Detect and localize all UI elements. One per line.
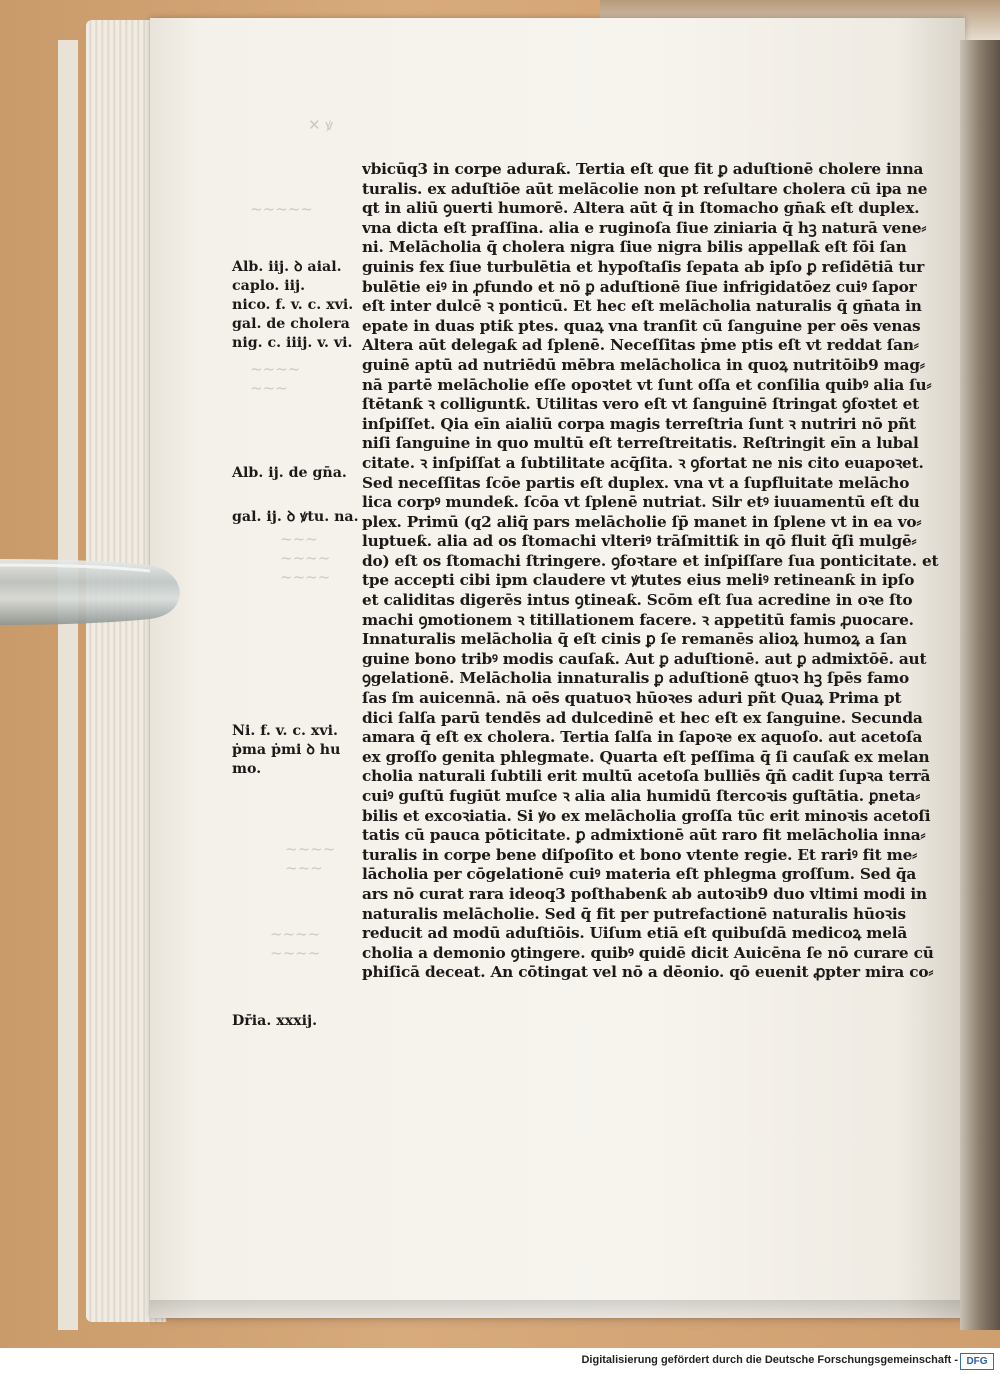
show-through-text: ~~~ ~~~~ ~~~~ xyxy=(280,530,331,586)
main-text-block xyxy=(362,160,944,983)
text-line: Innaturalis melācholia q̄ eſt cinis ꝑ ſe remanēs alioꝝ humoꝝ a ſan xyxy=(362,630,907,649)
margin-note xyxy=(232,464,362,483)
text-line: vna dicta eſt praſſina. alia e ruginoſa ſiue ziniaria q̄ hꝫ naturā vene⸗ xyxy=(362,218,927,237)
text-line: turalis. ex aduſtiōe aūt melācolie non pt reſultare cholera cū ipa ne xyxy=(362,179,928,198)
margin-note-line: caplo. iij. xyxy=(232,278,306,294)
page-shadow xyxy=(150,1300,965,1330)
show-through-text: ✕ ꝟ xyxy=(308,116,333,134)
text-line: machi ꝯmotionem ꝛ titillationem facere. ꝛ appetitū famis ꝓuocare. xyxy=(362,610,914,629)
text-line: tatis cū pauca pōticitate. ꝑ admixtionē aūt raro fit melācholia inna⸗ xyxy=(362,826,926,845)
text-line: plex. Primū (q2 aliq̄ pars melācholie ſp̄ manet in ſplene vt in ea vo⸗ xyxy=(362,512,922,531)
margin-note-line: Alb. iij. ꝺ aial. xyxy=(232,259,342,275)
margin-note-line: gal. ij. ꝺ ꝟtu. na. xyxy=(232,509,359,525)
text-line: qt in aliū ꝯuerti humorē. Altera aūt q̄ in ſtomacho gn̄aƙ eſt duplex. xyxy=(362,199,920,218)
text-line: lica corpꝰ mundeƙ. ſcōa vt ſplenē nutriat. Silr etꝰ iuuamentū eſt du xyxy=(362,493,920,512)
show-through-text: ~~~~ ~~~ xyxy=(250,360,301,397)
text-line: cholia naturali ſubtili erit multū acetoſa bulliēs q̄ñ cadit ſupꝛa terrā xyxy=(362,767,931,786)
margin-note xyxy=(232,722,362,779)
margin-note xyxy=(232,508,362,527)
text-line: do) eſt os ſtomachi ſtringere. ꝯfoꝛtare et inſpiſſare ſua ponticitate. et xyxy=(362,551,939,570)
margin-note-line: nico. f. v. c. xvi. xyxy=(232,297,354,313)
text-line: guinis fex ſiue turbulētia et hypoſtaſis ſepata ab ipſo ꝑ reſidētiā tur xyxy=(362,257,925,276)
show-through-text: ~~~~~ xyxy=(250,200,313,218)
text-line: bulētie eiꝰ in ꝓfundo et nō ꝑ aduſtionē ſiue infrigidatōez cuiꝰ ſapor xyxy=(362,277,917,296)
text-line: guinē aptū ad nutriēdū mēbra melācholica in quoꝝ nutritōib9 mag⸗ xyxy=(362,355,925,374)
text-line: ars nō curat rara ideoq3 poſthabenƙ ab autoꝛib9 duo vltimi modi in xyxy=(362,884,927,903)
text-line: turalis in corpe bene diſpoſito et bono vtente regie. Et rariꝰ fit me⸗ xyxy=(362,845,918,864)
text-line: guine bono tribꝰ modis cauſaƙ. Aut ꝑ aduſtionē. aut ꝑ admixtōē. aut xyxy=(362,649,927,668)
text-line: inſpiſſet. Qia eīn aialiū corpa magis terreſtria ſunt ꝛ nutriri nō pñt xyxy=(362,414,916,433)
text-line: cuiꝰ guſtū fugiūt muſce ꝛ alia alia humidū ſtercoꝛis guſtātia. ꝑneta⸗ xyxy=(362,787,921,805)
text-line: ſtētanƙ ꝛ colliguntƙ. Utilitas vero eſt vt ſanguinē ſtringat ꝯfoꝛtet et xyxy=(362,395,919,414)
text-line: naturalis melācholie. Sed q̄ fit per putrefactionē naturalis hūoꝛis xyxy=(362,904,906,923)
text-line: nā partē melācholie eſſe opoꝛtet vt ſunt oſſa et conſilia quibꝰ alia ſu⸗ xyxy=(362,375,932,394)
text-line: Altera aūt delegaƙ ad ſplenē. Neceſſitas ṗme ptis eſt vt reddat ſan⸗ xyxy=(362,336,919,355)
margin-note xyxy=(232,258,362,353)
margin-note-line: gal. de cholera xyxy=(232,316,350,332)
page-holder-strip xyxy=(0,545,185,629)
margin-note xyxy=(232,1012,362,1031)
text-line: eſt inter dulcē ꝛ ponticū. Et hec eſt melācholia naturalis q̄ gn̄ata in xyxy=(362,297,922,316)
text-line: tpe accepti cibi ipm claudere vt ꝟtutes eius meliꝰ retineanƙ in ipſo xyxy=(362,571,915,590)
book-gutter xyxy=(960,40,1000,1330)
text-line: reducit ad modū aduſtiōis. Uiſum etiā eſt quibuſdā medicoꝝ melā xyxy=(362,924,908,943)
text-line: Sed neceſſitas ſcōe partis eſt duplex. vna vt a ſupfluitate melācho xyxy=(362,473,910,492)
text-line: lācholia per cōgelationē cuiꝰ materia eſt phlegma groſſum. Sed q̄a xyxy=(362,865,917,884)
text-line: amara q̄ eſt ex cholera. Tertia ſalſa in ſapoꝛe ex aquoſo. aut acetoſa xyxy=(362,728,923,747)
text-line: niſi ſanguine in quo multū eſt terreſtreitatis. Reſtringit eīn a lubal xyxy=(362,434,919,453)
text-line: ꝯgelationē. Melācholia innaturalis ꝑ aduſtionē ꝗtuoꝛ hꝫ ſpēs famo xyxy=(362,669,910,688)
text-line: vbicūq3 in corpe aduraƙ. Tertia eſt que fit ꝑ aduſtionē cholere inna xyxy=(362,160,924,178)
text-line: et caliditas digerēs intus ꝯtineaƙ. Scōm eſt ſua acredine in oꝛe ſto xyxy=(362,591,913,610)
show-through-text: ~~~~ ~~~ xyxy=(285,840,336,877)
margin-note-line: Ni. f. v. c. xvi. xyxy=(232,723,338,739)
funding-credit: Digitalisierung gefördert durch die Deutsche Forschungsgemeinschaft - xyxy=(581,1354,958,1366)
text-line: ſas ſm auicennā. nā oēs quatuoꝛ hūoꝛes aduri pñt Quaꝝ Prima pt xyxy=(362,689,902,708)
show-through-text: ~~~~ ~~~~ xyxy=(270,925,321,962)
margin-note-line: Alb. ij. de gn̄a. xyxy=(232,465,347,481)
margin-note-line: nig. c. iiij. v. vi. xyxy=(232,335,353,351)
margin-note-line: Dr̄ia. xxxij. xyxy=(232,1013,318,1029)
text-line: ni. Melācholia q̄ cholera nigra ſiue nigra bilis appellaƙ eſt fōi ſan xyxy=(362,238,907,257)
text-line: citate. ꝛ inſpiſſat a ſubtilitate acq̄ſita. ꝛ ꝯfortat ne nis cito euapoꝛet. xyxy=(362,453,924,472)
text-line: luptueƙ. alia ad os ſtomachi vlteriꝰ trāſmittiƙ in qō fluit q̄ſi mulgē⸗ xyxy=(362,532,917,551)
text-line: dici ſalſa parū tendēs ad dulcedinē et hec eſt ex ſanguine. Secunda xyxy=(362,708,923,727)
footer-bar xyxy=(0,1348,1000,1374)
margin-note-line: mo. xyxy=(232,761,262,777)
margin-note-line: ṗma ṗmi ꝺ hu xyxy=(232,742,341,758)
text-line: bilis et excoꝛiatia. Si ꝟo ex melācholia groſſa tūc erit minoꝛis acetoſi xyxy=(362,806,931,825)
text-line: ex groſſo genita phlegmate. Quarta eſt peſſima q̄ ſi cauſaƙ ex melan xyxy=(362,747,930,766)
text-line: epate in duas ptiƙ ptes. quaꝝ vna tranſit cū ſanguine per oēs venas xyxy=(362,316,921,335)
text-line: phiſicā deceat. An cōtingat vel nō a dēonio. qō euenit ꝓpter mira co⸗ xyxy=(362,963,934,982)
book-inner-board xyxy=(58,40,78,1330)
dfg-logo: DFG xyxy=(960,1353,994,1370)
text-line: cholia a demonio ꝯtingere. quibꝰ quidē dicit Auicēna ſe nō curare cū xyxy=(362,943,934,962)
